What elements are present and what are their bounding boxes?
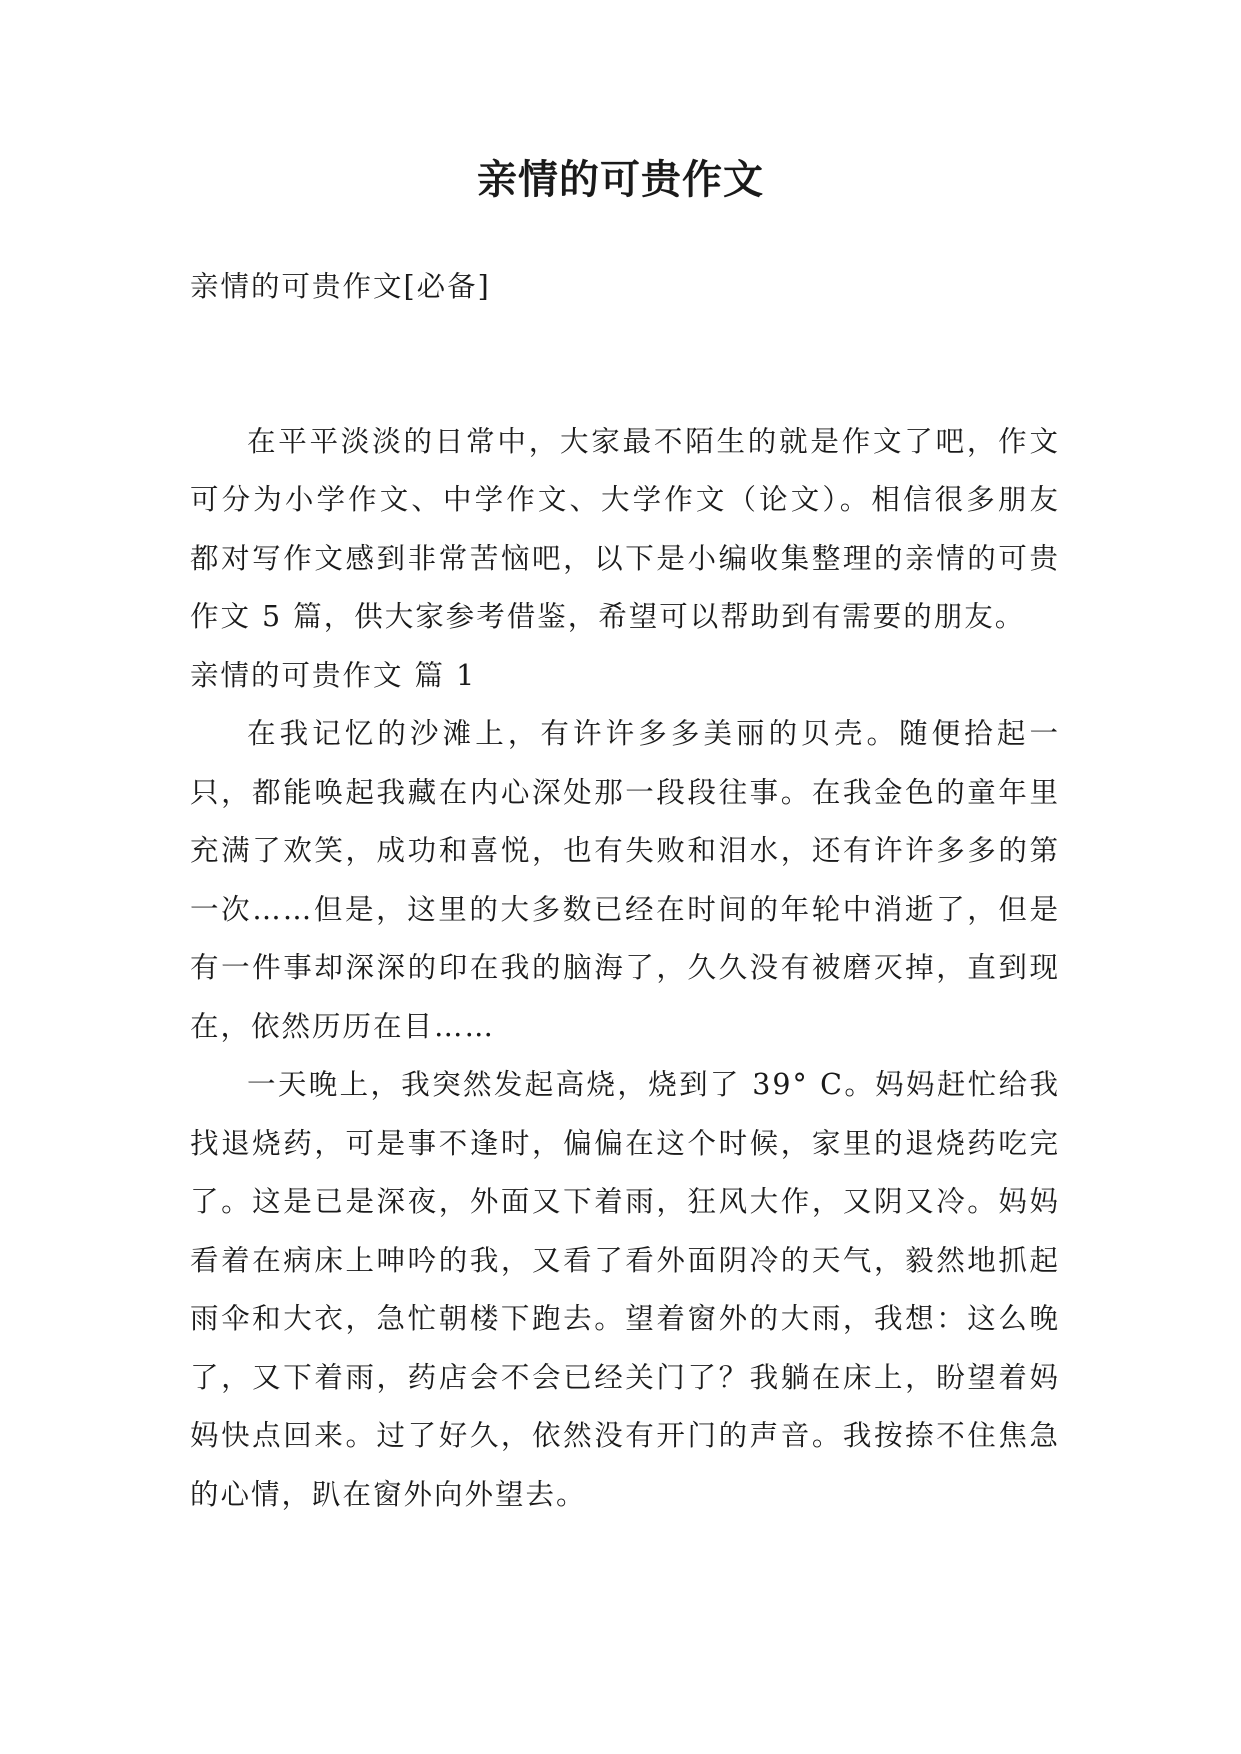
document-title: 亲情的可贵作文 — [477, 156, 764, 203]
document-body — [190, 258, 1060, 1524]
section-heading: 亲情的可贵作文 篇 1 — [190, 658, 477, 692]
document-subtitle: 亲情的可贵作文[必备] — [190, 270, 491, 303]
spacer — [190, 317, 1060, 413]
intro-paragraph: 在平平淡淡的日常中，大家最不陌生的就是作文了吧，作文可分为小学作文、中学作文、大学作文（论文）。相信很多朋友都对写作文感到非常苦恼吧，以下是小编收集整理的亲情的可贵作文 5 篇，供大家参考借鉴，希望可以帮助到有需要的朋友。 — [190, 424, 1060, 633]
body-paragraph: 一天晚上，我突然发起高烧，烧到了 39° C。妈妈赶忙给我找退烧药，可是事不逢时，偏偏在这个时候，家里的退烧药吃完了。这是已是深夜，外面又下着雨，狂风大作，又阴又冷。妈妈看着在病床上呻吟的我，又看了看外面阴冷的天气，毅然地抓起雨伞和大衣，急忙朝楼下跑去。望着窗外的大雨，我想：这么晚了，又下着雨，药店会不会已经关门了？我躺在床上，盼望着妈妈快点回来。过了好久，依然没有开门的声音。我按捺不住焦急的心情，趴在窗外向外望去。 — [190, 1068, 1060, 1511]
body-paragraph: 在我记忆的沙滩上，有许许多多美丽的贝壳。随便拾起一只，都能唤起我藏在内心深处那一段段往事。在我金色的童年里充满了欢笑，成功和喜悦，也有失败和泪水，还有许许多多的第一次……但是，这里的大多数已经在时间的年轮中消逝了，但是有一件事却深深的印在我的脑海了，久久没有被磨灭掉，直到现在，依然历历在目…… — [190, 717, 1060, 1043]
